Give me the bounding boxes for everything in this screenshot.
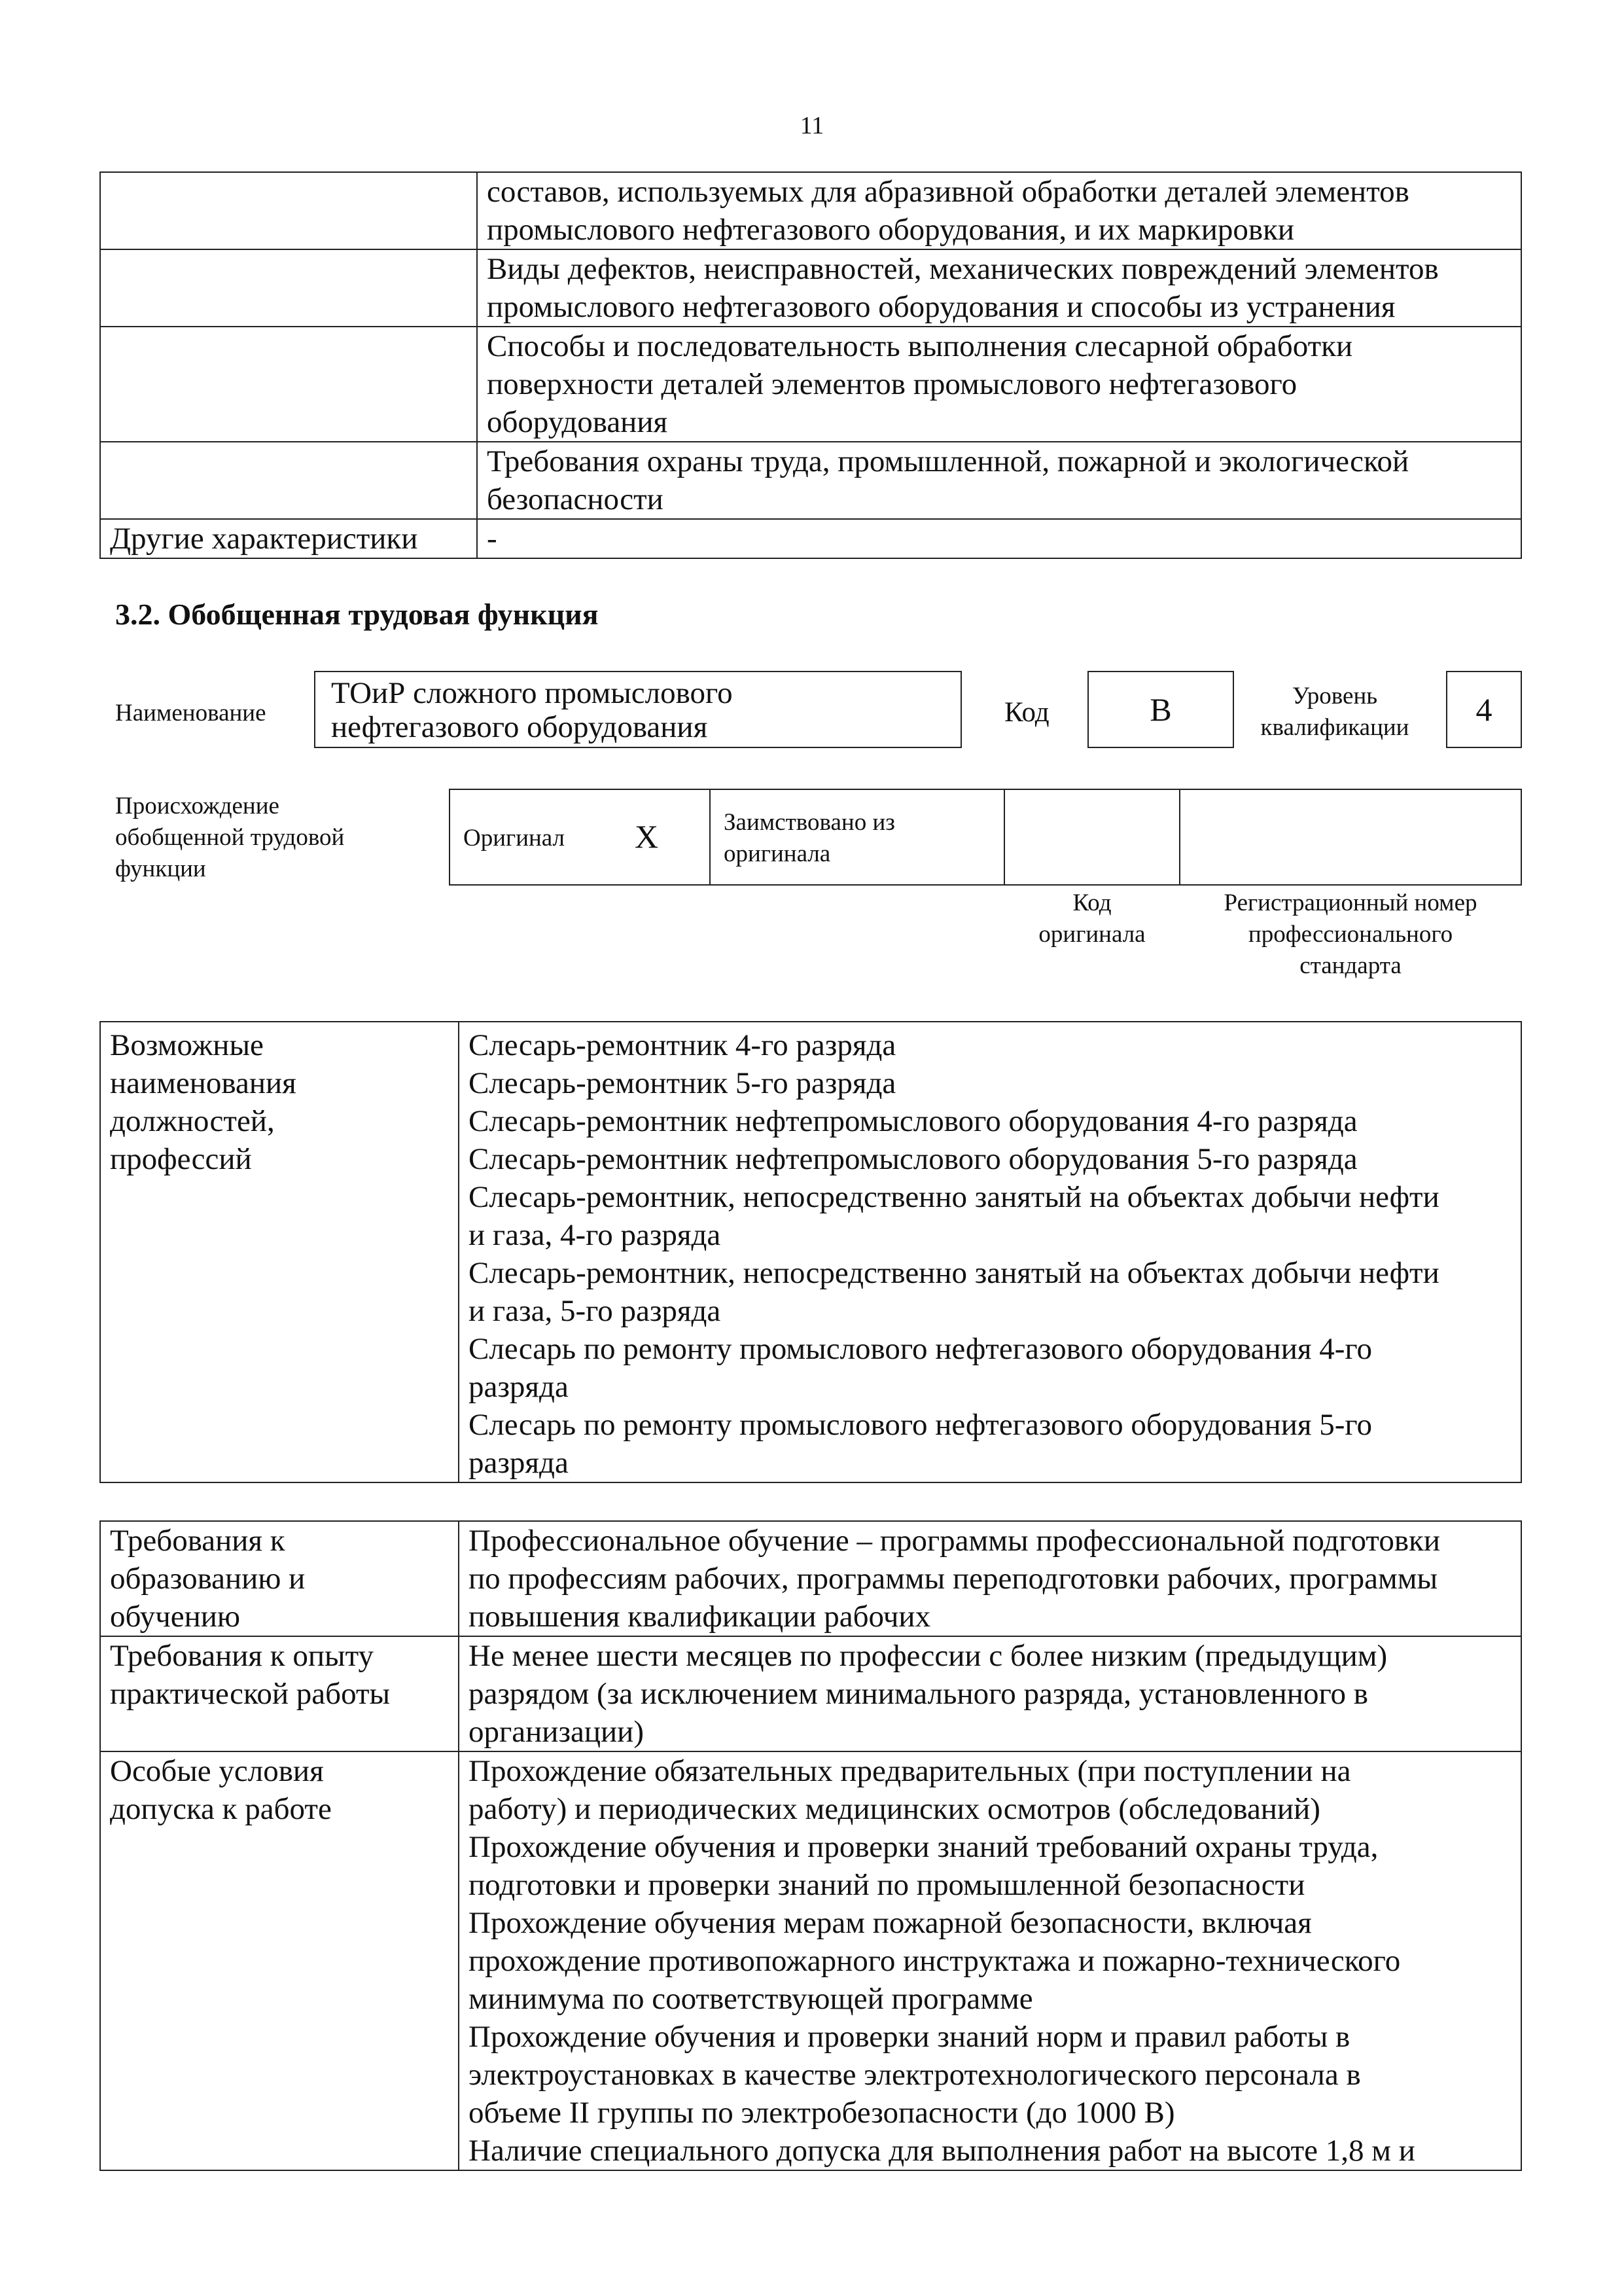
origin-code-cell: [1004, 789, 1180, 886]
code-value: B: [1150, 691, 1172, 728]
table-row: [100, 1521, 1521, 1636]
table-row: [100, 1636, 1521, 1751]
text-line: промыслового нефтегазового оборудования, и их маркировки: [487, 213, 1295, 247]
text-line: Прохождение обязательных предварительных (при поступлении на: [468, 1754, 1351, 1788]
text-line: квалификации: [1260, 714, 1409, 741]
text-line: допуска к работе: [110, 1792, 332, 1826]
reg-caption: [1179, 888, 1522, 982]
job-line: и газа, 4-го разряда: [468, 1218, 721, 1252]
text-line: подготовки и проверки знаний по промышленной безопасности: [468, 1868, 1305, 1902]
text-line: обобщенной трудовой: [115, 824, 345, 851]
row-content: [477, 442, 1521, 519]
job-line: и газа, 5-го разряда: [468, 1294, 721, 1328]
text-line: Прохождение обучения и проверки знаний норм и правил работы в: [468, 2020, 1350, 2054]
row-content: [477, 327, 1521, 442]
text-line: оригинала: [1038, 921, 1146, 948]
origin-borrowed-cell: [709, 789, 1005, 886]
row-content: [477, 172, 1521, 249]
table-row: [100, 249, 1521, 327]
name-box: [314, 671, 962, 748]
text-line: минимума по соответствующей программе: [468, 1982, 1033, 2016]
text-line: работу) и периодических медицинских осмотров (обследований): [468, 1792, 1320, 1826]
job-line: Слесарь-ремонтник нефтепромыслового оборудования 5-го разряда: [468, 1142, 1358, 1176]
code-box: [1087, 671, 1234, 748]
row-content: [459, 1521, 1521, 1636]
text-line: наименования: [110, 1066, 296, 1100]
section-title: 3.2. Обобщенная трудовая функция: [115, 598, 599, 631]
row-label: Другие характеристики: [100, 519, 477, 558]
text-line: по профессиям рабочих, программы переподготовки рабочих, программы: [468, 1562, 1438, 1596]
row-content: [459, 1022, 1521, 1482]
table-row: [100, 442, 1521, 519]
text-line: Регистрационный номер: [1224, 889, 1477, 916]
origin-original-cell: [449, 789, 711, 886]
table-row: [100, 1022, 1521, 1482]
text-line: стандарта: [1299, 952, 1402, 979]
text-line: разрядом (за исключением минимального разряда, установленного в: [468, 1677, 1369, 1711]
row-label: [100, 1636, 459, 1751]
table-row: [100, 519, 1521, 558]
text-line: поверхности деталей элементов промыслового нефтегазового: [487, 367, 1297, 401]
text-line: Наличие специального допуска для выполнения работ на высоте 1,8 м и: [468, 2134, 1415, 2168]
text-line: обучению: [110, 1600, 241, 1634]
origin-reg-cell: [1179, 789, 1522, 886]
job-line: Слесарь по ремонту промыслового нефтегазового оборудования 5-го: [468, 1408, 1372, 1442]
job-line: Слесарь по ремонту промыслового нефтегазового оборудования 4-го: [468, 1332, 1372, 1366]
text-line: оригинала: [724, 840, 831, 867]
job-line: разряда: [468, 1370, 569, 1404]
text-line: повышения квалификации рабочих: [468, 1600, 931, 1634]
row-content: [477, 519, 1521, 558]
text-line: промыслового нефтегазового оборудования и способы из устранения: [487, 290, 1396, 324]
job-line: Слесарь-ремонтник, непосредственно занятый на объектах добычи нефти: [468, 1180, 1439, 1214]
row-label: [100, 1022, 459, 1482]
text-line: электроустановках в качестве электротехнологического персонала в: [468, 2058, 1361, 2092]
level-label: [1243, 681, 1426, 744]
row-content: [459, 1751, 1521, 2170]
code-caption: [1004, 888, 1180, 950]
table-row: [100, 1751, 1521, 2170]
text-line: организации): [468, 1715, 644, 1749]
origin-label: [115, 791, 344, 885]
row-label: [100, 249, 477, 327]
text-line: Профессиональное обучение – программы профессиональной подготовки: [468, 1524, 1441, 1558]
page-number: 11: [800, 112, 824, 139]
text-line: образованию и: [110, 1562, 306, 1596]
row-label: [100, 442, 477, 519]
job-line: Слесарь-ремонтник нефтепромыслового оборудования 4-го разряда: [468, 1104, 1358, 1138]
row-label: [100, 1751, 459, 2170]
text-line: Требования к опыту: [110, 1639, 374, 1673]
row-label: [100, 327, 477, 442]
row-label: [100, 1521, 459, 1636]
text-line: практической работы: [110, 1677, 391, 1711]
level-box: [1446, 671, 1522, 748]
original-mark: X: [635, 818, 659, 855]
text-line: Прохождение обучения и проверки знаний требований охраны труда,: [468, 1830, 1379, 1864]
code-label: Код: [1004, 697, 1050, 728]
job-titles-table: [99, 1021, 1522, 1483]
job-line: Слесарь-ремонтник 5-го разряда: [468, 1066, 896, 1100]
original-label: Оригинал: [463, 825, 565, 852]
text-line: Способы и последовательность выполнения слесарной обработки: [487, 329, 1353, 363]
knowledge-table: [99, 171, 1522, 559]
text-line: прохождение противопожарного инструктажа и пожарно-технического: [468, 1944, 1401, 1978]
text-line: Происхождение: [115, 793, 279, 819]
text-line: Требования охраны труда, промышленной, пожарной и экологической: [487, 444, 1409, 478]
text-line: Виды дефектов, неисправностей, механических повреждений элементов: [487, 252, 1439, 286]
requirements-table: [99, 1520, 1522, 2171]
name-label: Наименование: [115, 700, 266, 726]
job-line: Слесарь-ремонтник 4-го разряда: [468, 1028, 896, 1062]
text-line: Возможные: [110, 1028, 264, 1062]
text-line: профессий: [110, 1142, 252, 1176]
text-line: оборудования: [487, 405, 668, 439]
job-line: разряда: [468, 1446, 569, 1480]
text-line: -: [487, 522, 497, 556]
text-line: Уровень: [1292, 683, 1378, 709]
text-line: нефтегазового оборудования: [331, 710, 708, 744]
text-line: Требования к: [110, 1524, 285, 1558]
table-row: [100, 172, 1521, 249]
text-line: ТОиР сложного промыслового: [331, 676, 733, 710]
text-line: составов, используемых для абразивной обработки деталей элементов: [487, 175, 1409, 209]
text-line: должностей,: [110, 1104, 275, 1138]
text-line: безопасности: [487, 482, 663, 516]
text-line: Прохождение обучения мерам пожарной безопасности, включая: [468, 1906, 1312, 1940]
text-line: Заимствовано из: [724, 809, 895, 836]
text-line: объеме II группы по электробезопасности (до 1000 В): [468, 2096, 1175, 2130]
level-value: 4: [1475, 691, 1492, 728]
text-line: профессионального: [1248, 921, 1453, 948]
table-row: [100, 327, 1521, 442]
text-line: Не менее шести месяцев по профессии с более низким (предыдущим): [468, 1639, 1388, 1673]
row-label: [100, 172, 477, 249]
text-line: Код: [1072, 889, 1112, 916]
text-line: Особые условия: [110, 1754, 324, 1788]
text-line: функции: [115, 855, 206, 882]
row-content: [459, 1636, 1521, 1751]
job-line: Слесарь-ремонтник, непосредственно занятый на объектах добычи нефти: [468, 1256, 1439, 1290]
row-content: [477, 249, 1521, 327]
